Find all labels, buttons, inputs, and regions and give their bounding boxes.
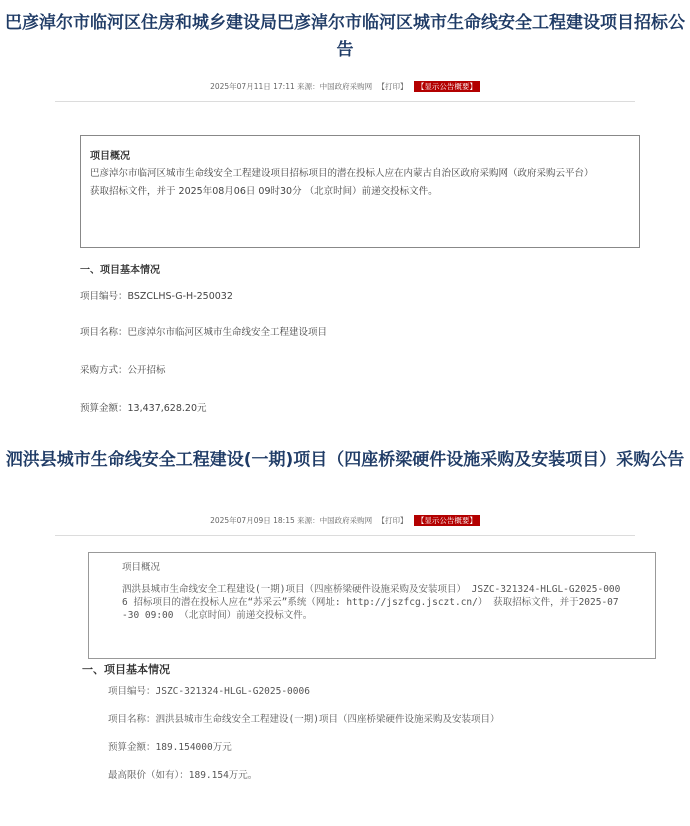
notice2-budget: 预算金额：189.154000万元 [108,742,232,753]
notice1-overview-text-2: 获取招标文件，并于 2025年08月06日 09时30分 （北京时间）前递交投标文件。 [90,186,438,197]
notice1-title: 巴彦淖尔市临河区住房和城乡建设局巴彦淖尔市临河区城市生命线安全工程建设项目招标公告 [5,13,685,60]
notice1-overview-text-1: 巴彦淖尔市临河区城市生命线安全工程建设项目招标项目的潜在投标人应在内蒙古自治区政府采购网（政府采购云平台） [90,168,594,179]
notice2-show-summary-button[interactable]: 【显示公告概要】 [414,515,480,526]
notice2-datetime: 2025年07月09日 18:15 [210,516,295,525]
notice1-datetime: 2025年07月11日 17:11 [210,82,295,91]
notice2-meta [0,515,690,526]
notice1-project-name: 项目名称：巴彦淖尔市临河区城市生命线安全工程建设项目 [80,327,328,338]
notice2-project-name: 项目名称：泗洪县城市生命线安全工程建设(一期)项目（四座桥梁硬件设施采购及安装项目） [108,714,500,725]
notice2-print-link[interactable]: 【打印】 [377,516,408,525]
notice1-overview-heading: 项目概况 [90,151,130,162]
notice1-meta [0,81,690,92]
notice2-section-heading: 一、项目基本情况 [82,663,170,676]
notice2-price-cap: 最高限价（如有）：189.154万元。 [108,770,258,781]
notice1-source: 中国政府采购网 [319,82,373,91]
notice1-show-summary-button[interactable]: 【显示公告概要】 [414,81,480,92]
notice2-title: 泗洪县城市生命线安全工程建设(一期)项目（四座桥梁硬件设施采购及安装项目）采购公告 [5,450,685,470]
notice1-overview-box [80,135,640,248]
notice2-overview-text: 泗洪县城市生命线安全工程建设(一期)项目（四座桥梁硬件设施采购及安装项目） JSZC-321324-HLGL-G2025-0006 招标项目的潜在投标人应在“苏采云”系统（网址: http://jszfcg.jsczt.cn/） 获取招标文件，并于2025-07-30 09:00 （北京时间）前递交投标文件。 [122,584,621,621]
notice2-overview-heading: 项目概况 [122,562,161,573]
notice2-source: 中国政府采购网 [319,516,373,525]
notice1-section-heading: 一、项目基本情况 [80,265,160,276]
notice2-overview-box [88,552,656,659]
notice1-project-number: 项目编号：BSZCLHS-G-H-250032 [80,291,233,302]
notice2-source-label: 来源： [297,516,320,525]
notice1-print-link[interactable]: 【打印】 [377,82,408,91]
notice1-procurement-method: 采购方式：公开招标 [80,365,166,376]
notice1-source-label: 来源： [297,82,320,91]
notice2-project-number: 项目编号：JSZC-321324-HLGL-G2025-0006 [108,686,310,697]
notice1-budget: 预算金额：13,437,628.20元 [80,403,207,414]
notice2-divider [55,535,635,536]
notice1-divider [55,101,635,102]
